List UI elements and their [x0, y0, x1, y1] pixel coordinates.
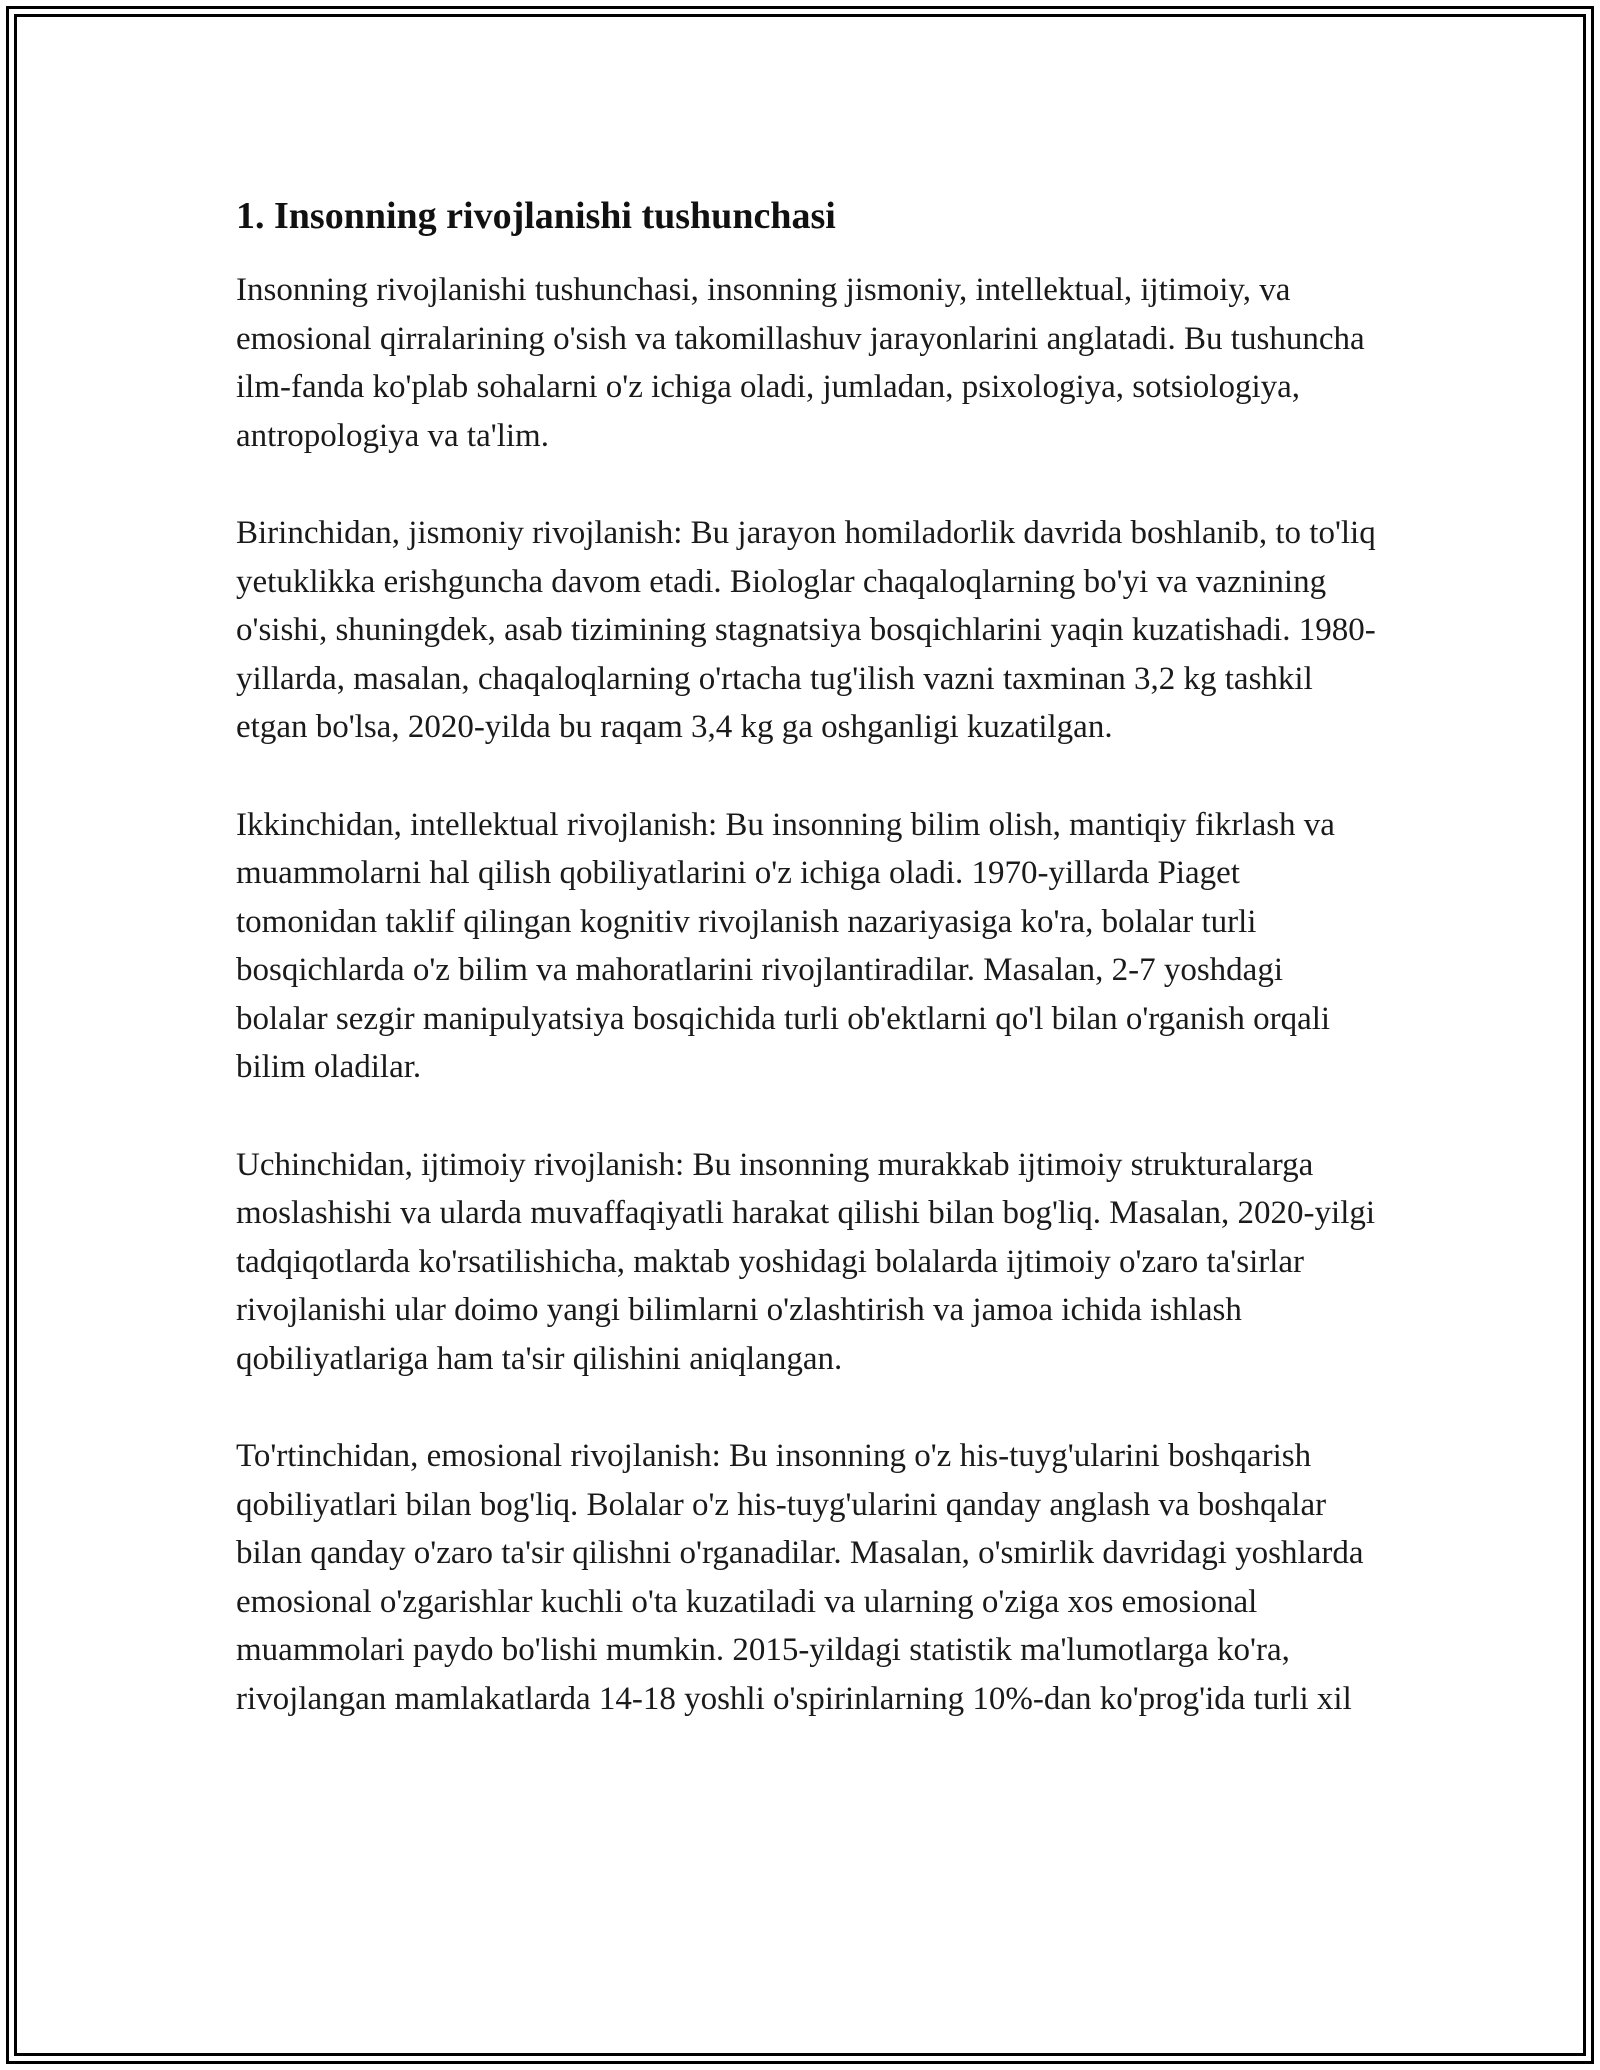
document-body: [236, 188, 1376, 1723]
paragraph-physical-development: Birinchidan, jismoniy rivojlanish: Bu jarayon homiladorlik davrida boshlanib, to to'liq yetuklikka erishguncha davom etadi. Biologlar chaqaloqlarning bo'yi va vaznining o'sishi, shuningdek, asab tizimining stagnatsiya bosqichlarini yaqin kuzatishadi. 1980-yillarda, masalan, chaqaloqlarning o'rtacha tug'ilish vazni taxminan 3,2 kg tashkil etgan bo'lsa, 2020-yilda bu raqam 3,4 kg ga oshganligi kuzatilgan.: [236, 515, 1376, 745]
section-title: 1. Insonning rivojlanishi tushunchasi: [236, 195, 836, 237]
paragraph-social-development: Uchinchidan, ijtimoiy rivojlanish: Bu insonning murakkab ijtimoiy strukturalarga moslashishi va ularda muvaffaqiyatli harakat qilishi bilan bog'liq. Masalan, 2020-yilgi tadqiqotlarda ko'rsatilishicha, maktab yoshidagi bolalarda ijtimoiy o'zaro ta'sirlar rivojlanishi ular doimo yangi bilimlarni o'zlashtirish va jamoa ichida ishlash qobiliyatlariga ham ta'sir qilishini aniqlangan.: [236, 1146, 1376, 1377]
paragraph-intro: Insonning rivojlanishi tushunchasi, insonning jismoniy, intellektual, ijtimoiy, va emosional qirralarining o'sish va takomillashuv jarayonlarini anglatadi. Bu tushuncha ilm-fanda ko'plab sohalarni o'z ichiga oladi, jumladan, psixologiya, sotsiologiya, antropologiya va ta'lim.: [236, 272, 1365, 454]
paragraph-emotional-development: To'rtinchidan, emosional rivojlanish: Bu insonning o'z his-tuyg'ularini boshqarish qobiliyatlari bilan bog'liq. Bolalar o'z his-tuyg'ularini qanday anglash va boshqalar bilan qanday o'zaro ta'sir qilishni o'rganadilar. Masalan, o'smirlik davridagi yoshlarda emosional o'zgarishlar kuchli o'ta kuzatiladi va ularning o'ziga xos emosional muammolari paydo bo'lishi mumkin. 2015-yildagi statistik ma'lumotlarga ko'ra, rivojlangan mamlakatlarda 14-18 yoshli o'spirinlarning 10%-dan ko'prog'ida turli xil: [236, 1438, 1364, 1717]
paragraph-intellectual-development: Ikkinchidan, intellektual rivojlanish: Bu insonning bilim olish, mantiqiy fikrlash va muammolarni hal qilish qobiliyatlarini o'z ichiga oladi. 1970-yillarda Piaget tomonidan taklif qilingan kognitiv rivojlanish nazariyasiga ko'ra, bolalar turli bosqichlarda o'z bilim va mahoratlarini rivojlantiradilar. Masalan, 2-7 yoshdagi bolalar sezgir manipulyatsiya bosqichida turli ob'ektlarni qo'l bilan o'rganish orqali bilim oladilar.: [236, 806, 1335, 1085]
